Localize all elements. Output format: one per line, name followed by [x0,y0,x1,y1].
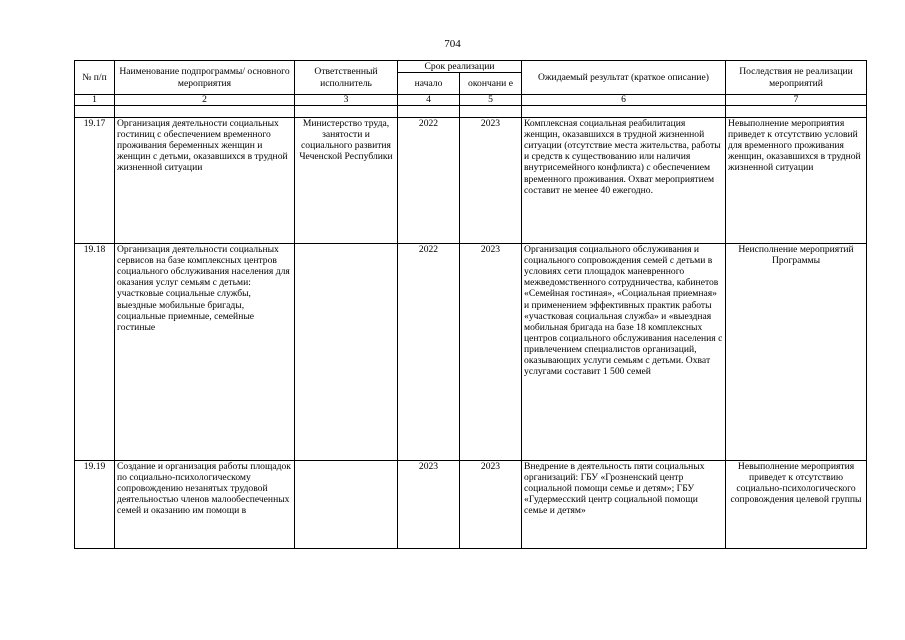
row-result: Комплексная социальная реабилитация женщин, оказавшихся в трудной жизненной ситуации (отсутствие места жительства, работы и средств к существованию или наличия внутрисемейного конфликта) с обеспечением временного проживания. Охват мероприятием составит не менее 40 ежегодно. [522,118,726,244]
row-number: 19.18 [75,244,115,461]
column-number: 6 [522,95,726,106]
header-consequence: Последствия не реализации мероприятий [726,61,867,95]
header-num: № п/п [75,61,115,95]
row-number: 19.19 [75,461,115,549]
row-result: Организация социального обслуживания и социального сопровождения семей с детьми в условиях сети площадок маневренного межведомственного сотрудничества, кабинетов «Семейная гостиная», «Социальная приемная» и применением эффективных практик работы «участковая социальная служба» и «выездная мобильная бригада на базе 18 комплексных центров социального обслуживания населения с привлечением специалистов организаций, оказывающих услуги семьям с детьми. Охват услугами составит 1 500 семей [522,244,726,461]
header-end: окончани е [460,73,522,95]
table-row [75,244,867,461]
row-responsible [295,461,398,549]
row-start: 2023 [398,461,460,549]
row-end: 2023 [460,244,522,461]
column-number: 1 [75,95,115,106]
header-responsible: Ответственный исполнитель [295,61,398,95]
row-consequence: Невыполнение мероприятия приведет к отсутствию социально-психологического сопровождения целевой группы [726,461,867,549]
row-name: Организация деятельности социальных сервисов на базе комплексных центров социального обслуживания населения для оказания услуг семьям с детьми: участковые социальные службы, выездные мобильные бригады, социальные приемные, семейные гостиные [115,244,295,461]
page-number: 704 [444,38,461,50]
empty-row [75,106,867,118]
row-result: Внедрение в деятельность пяти социальных организаций: ГБУ «Грозненский центр социальной помощи семье и детям»; ГБУ «Гудермесский центр социальной помощи семье и детям» [522,461,726,549]
header-name: Наименование подпрограммы/ основного мероприятия [115,61,295,95]
table-row [75,461,867,549]
header-period: Срок реализации [398,61,522,73]
column-number: 7 [726,95,867,106]
row-name: Организация деятельности социальных гостиниц с обеспечением временного проживания беременных женщин и женщин с детьми, оказавшихся в трудной жизненной ситуации [115,118,295,244]
program-table [74,60,867,549]
column-number: 4 [398,95,460,106]
header-result: Ожидаемый результат (краткое описание) [522,61,726,95]
column-number: 3 [295,95,398,106]
row-name: Создание и организация работы площадок по социально-психологическому сопровождению незанятых трудовой деятельностью членов малообеспеченных семей и оказанию им помощи в [115,461,295,549]
row-consequence: Невыполнение мероприятия приведет к отсутствию условий для временного проживания женщин, оказавшихся в трудной жизненной ситуации [726,118,867,244]
column-number: 2 [115,95,295,106]
column-number: 5 [460,95,522,106]
row-responsible: Министерство труда, занятости и социального развития Чеченской Республики [295,118,398,244]
table-row [75,118,867,244]
header-start: начало [398,73,460,95]
row-start: 2022 [398,244,460,461]
row-start: 2022 [398,118,460,244]
row-number: 19.17 [75,118,115,244]
row-end: 2023 [460,461,522,549]
row-responsible [295,244,398,461]
row-consequence: Неисполнение мероприятий Программы [726,244,867,461]
row-end: 2023 [460,118,522,244]
